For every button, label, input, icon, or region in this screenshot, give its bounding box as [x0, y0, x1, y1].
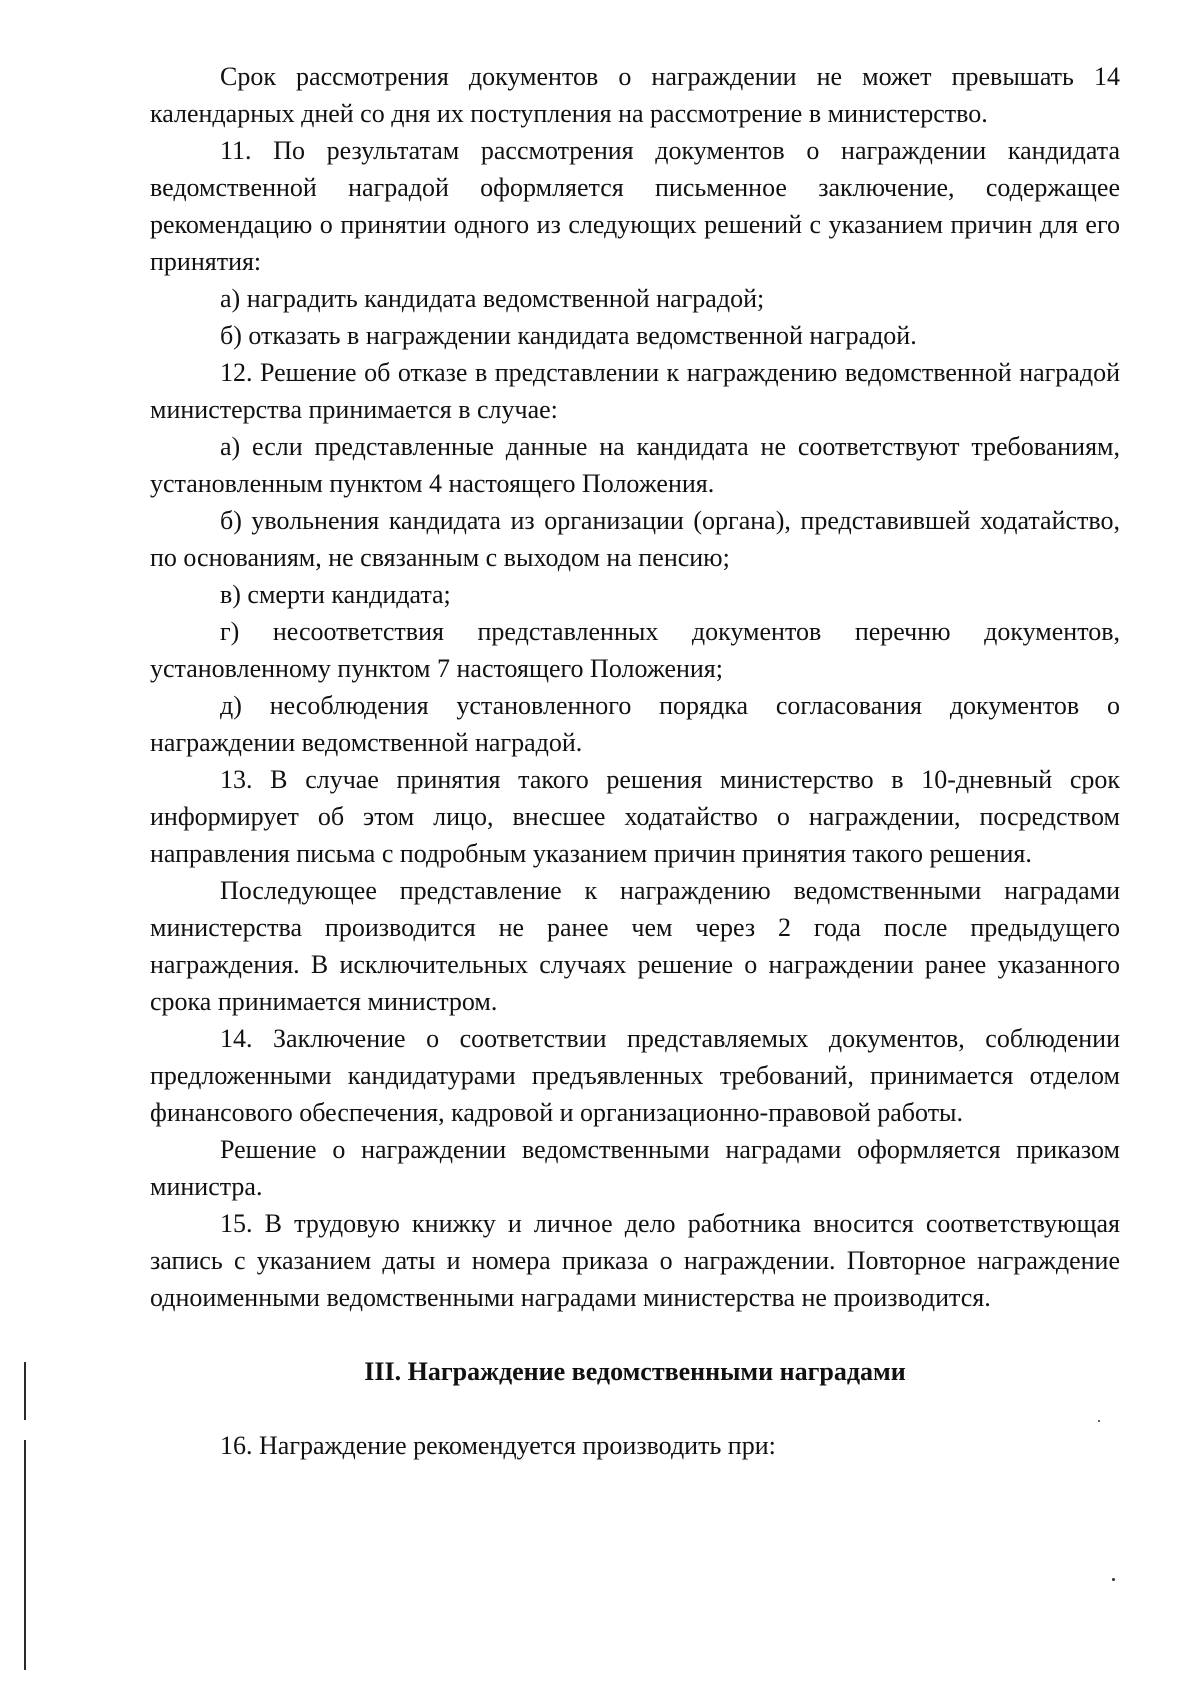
scan-speck [1112, 1578, 1115, 1581]
paragraph-12-d: д) несоблюдения установленного порядка согласования документов о награждении ведомственной наградой. [150, 691, 1120, 757]
paragraph-12-b: б) увольнения кандидата из организации (органа), представившей ходатайство, по основаниям, не связанным с выходом на пенсию; [150, 506, 1120, 572]
paragraph-12-g: г) несоответствия представленных документов перечню документов, установленному пунктом 7 настоящего Положения; [150, 617, 1120, 683]
paragraph-14: 14. Заключение о соответствии представляемых документов, соблюдении предложенными кандидатурами предъявленных требований, принимается отделом финансового обеспечения, кадровой и организационно-правовой работы. [150, 1024, 1120, 1127]
paragraph-16: 16. Награждение рекомендуется производить при: [220, 1431, 776, 1460]
paragraph-14-decision: Решение о награждении ведомственными наградами оформляется приказом министра. [150, 1135, 1120, 1201]
scan-edge-line [24, 1362, 26, 1420]
scan-speck [1098, 1420, 1100, 1422]
paragraph-review-period: Срок рассмотрения документов о награждении не может превышать 14 календарных дней со дня их поступления на рассмотрение в министерство. [150, 62, 1120, 128]
document-body [150, 58, 1120, 1464]
section-heading: III. Награждение ведомственными наградами [364, 1357, 906, 1386]
paragraph-11-b: б) отказать в награждении кандидата ведомственной наградой. [220, 321, 917, 350]
paragraph-13: 13. В случае принятия такого решения министерство в 10-дневный срок информирует об этом лицо, внесшее ходатайство о награждении, посредством направления письма с подробным указанием причин принятия такого решения. [150, 765, 1120, 868]
paragraph-11-a: а) наградить кандидата ведомственной наградой; [220, 284, 765, 313]
paragraph-12: 12. Решение об отказе в представлении к награждению ведомственной наградой министерства принимается в случае: [150, 358, 1120, 424]
scan-edge-line [24, 1440, 26, 1670]
paragraph-12-v: в) смерти кандидата; [220, 580, 451, 609]
paragraph-12-a: а) если представленные данные на кандидата не соответствуют требованиям, установленным пунктом 4 настоящего Положения. [150, 432, 1120, 498]
paragraph-13-repeat: Последующее представление к награждению ведомственными наградами министерства производится не ранее чем через 2 года после предыдущего награждения. В исключительных случаях решение о награждении ранее указанного срока принимается министром. [150, 876, 1120, 1016]
paragraph-11: 11. По результатам рассмотрения документов о награждении кандидата ведомственной наградой оформляется письменное заключение, содержащее рекомендацию о принятии одного из следующих решений с указанием причин для его принятия: [150, 136, 1120, 276]
paragraph-15: 15. В трудовую книжку и личное дело работника вносится соответствующая запись с указанием даты и номера приказа о награждении. Повторное награждение одноименными ведомственными наградами министерства не производится. [150, 1209, 1120, 1312]
